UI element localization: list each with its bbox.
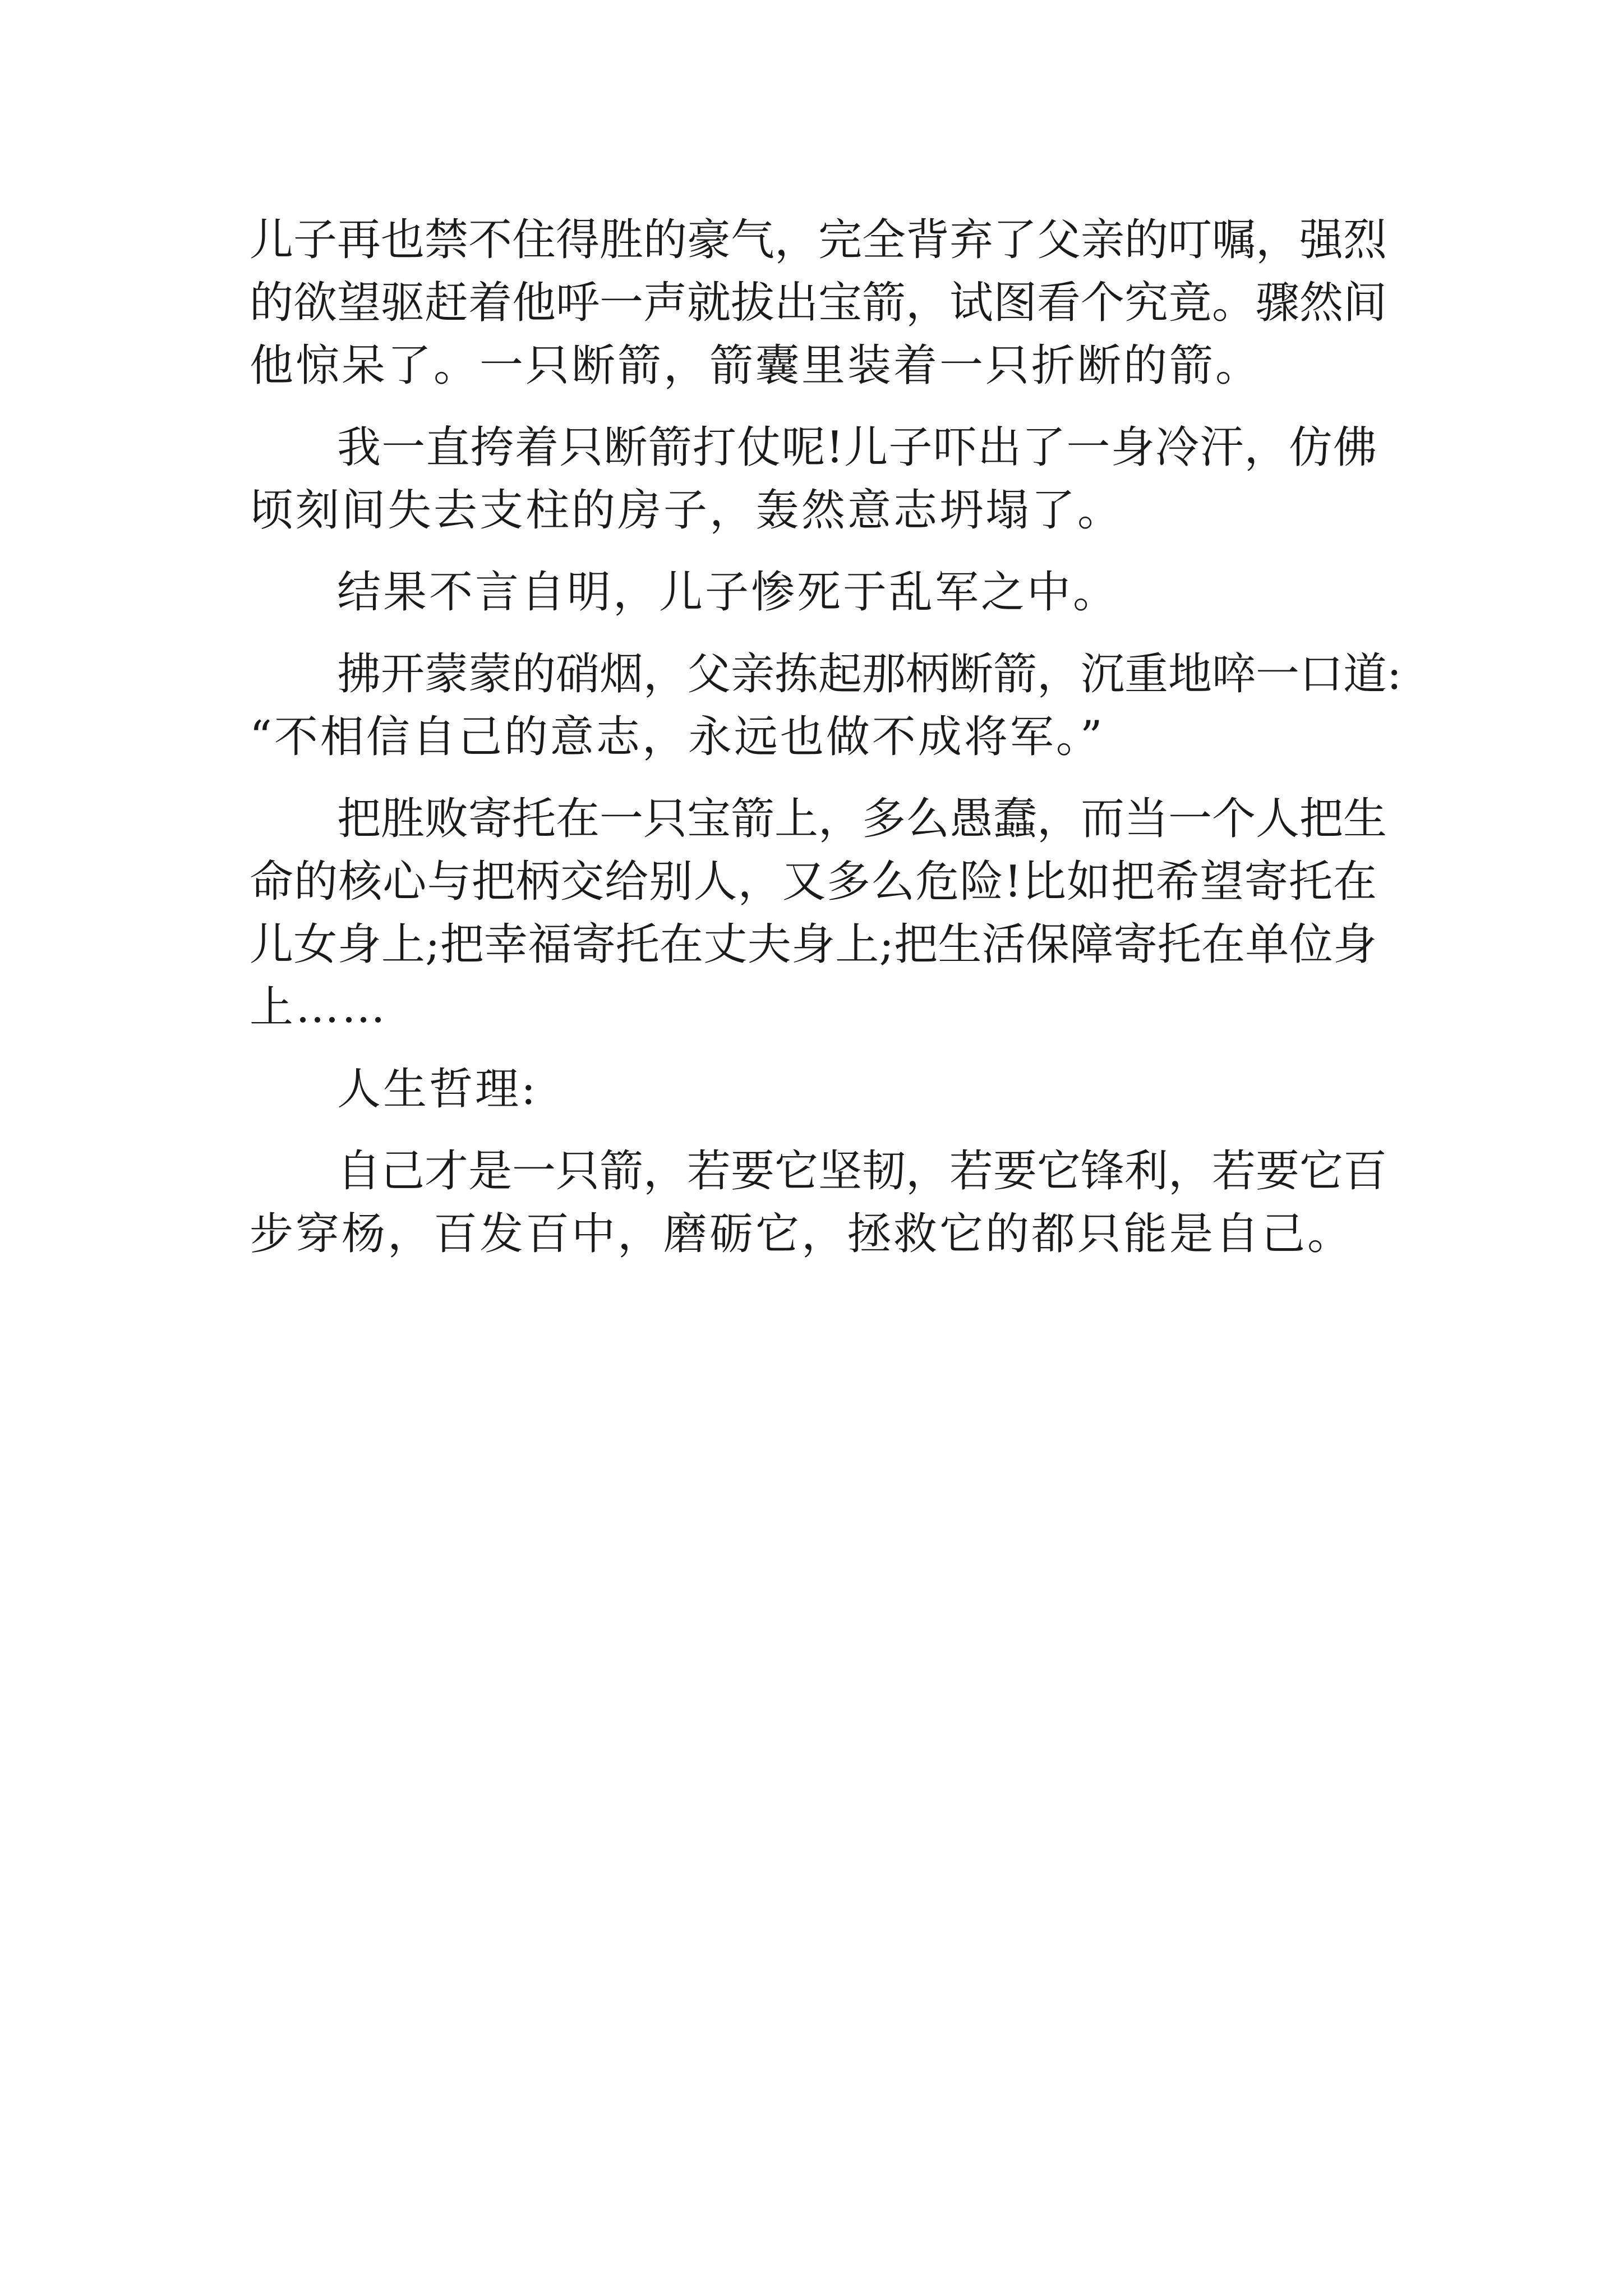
text-line: 拂开蒙蒙的硝烟，父亲拣起那柄断箭，沉重地啐一口道: [337, 649, 1402, 700]
text-line: 顷刻间失去支柱的房子，轰然意志坍塌了。 [250, 485, 1124, 536]
text-line: 的欲望驱赶着他呼一声就拔出宝箭，试图看个究竟。骤然间 [250, 278, 1387, 328]
text-line: 把胜败寄托在一只宝箭上，多么愚蠢，而当一个人把生 [337, 794, 1387, 844]
text-line: 他惊呆了。一只断箭，箭囊里装着一只折断的箭。 [250, 341, 1262, 391]
text-line: 儿子再也禁不住得胜的豪气，完全背弃了父亲的叮嘱，强烈 [250, 215, 1387, 265]
text-line: 我一直挎着只断箭打仗呢!儿子吓出了一身冷汗，仿佛 [337, 422, 1377, 473]
text-line: 结果不言自明，儿子惨死于乱军之中。 [337, 567, 1119, 618]
text-line: “不相信自己的意志，永远也做不成将军。” [250, 712, 1105, 762]
document-body [250, 209, 1402, 1266]
text-line: 步穿杨，百发百中，磨砺它，拯救它的都只能是自己。 [250, 1209, 1354, 1259]
text-line: 上…… [250, 982, 388, 1033]
text-line: 儿女身上;把幸福寄托在丈夫身上;把生活保障寄托在单位身 [250, 919, 1377, 970]
text-line: 命的核心与把柄交给别人，又多么危险!比如把希望寄托在 [250, 857, 1377, 907]
text-line: 自己才是一只箭，若要它坚韧，若要它锋利，若要它百 [337, 1146, 1387, 1197]
text-line: 人生哲理: [337, 1064, 538, 1115]
